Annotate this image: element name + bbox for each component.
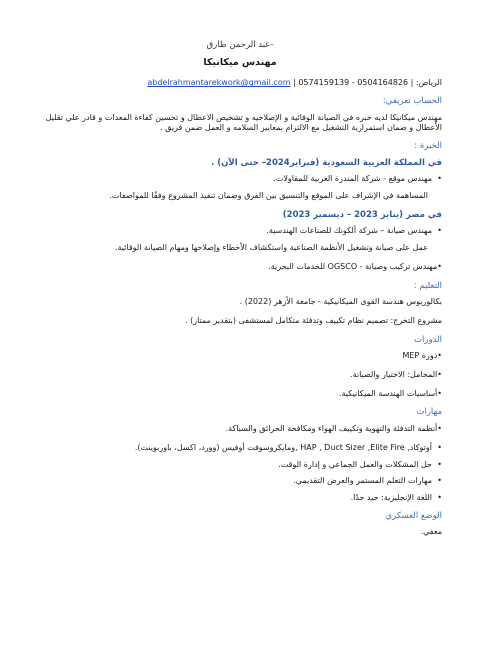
military-status: معفي. — [420, 527, 442, 537]
profile-heading: الحساب تعريفي: — [382, 96, 442, 107]
location: الرياض: | — [410, 78, 442, 88]
job-details: المساهمة في الإشراف على الموقع والتنسيق بين الفرق وضمان تنفيذ المشروع وفقًا للمواصفات. — [109, 190, 428, 200]
job-title: مهندس ميكانيكا — [203, 57, 277, 69]
bullet-icon: • — [437, 459, 442, 469]
phone-numbers: 0504164826 - 0574159139 | — [293, 78, 409, 88]
contact-line — [38, 78, 442, 89]
skill-text: أوتوكاد, HAP , Duct Sizer ,Elite Fire ,ومايكروسوفت أوفيس (وورد، اكسل، باوربوينت). — [134, 442, 432, 452]
graduation-project: مشروع التخرج: تصميم نظام تكييف وتدفئة متكامل لمستشفى (بتقدير ممتاز) . — [185, 315, 442, 325]
list-item — [38, 443, 442, 454]
education-degree: بكالوريوس هندسة القوى الميكانيكية - جامعة الأزهر (2022) . — [239, 297, 442, 306]
bullet-icon: • — [437, 476, 442, 486]
list-item — [38, 476, 442, 487]
list-item — [38, 493, 442, 504]
skills-list — [38, 443, 442, 504]
job-details: عمل على صيانة وتشغيل الأنظمة الصناعية واستكشاف الأخطاء وإصلاحها ومهام الصيانة الوقائية. — [114, 242, 428, 252]
job-role: مهندس موقع - شركة المندرة العربية للمقاولات. — [273, 174, 432, 184]
job-list-saudi — [38, 174, 442, 185]
bullet-icon: • — [437, 442, 442, 452]
skills-heading: مهارات — [416, 407, 442, 418]
job-location-saudi: في المملكة العربية السعودية (فبراير2024– حتى الآن) . — [211, 157, 442, 168]
list-item — [38, 174, 442, 185]
bullet-icon: • — [437, 493, 442, 503]
job-role: مهندس صيانة – شركة ألكونك للصناعات الهندسية. — [266, 226, 432, 236]
list-item — [38, 226, 442, 237]
skill-text: حل المشكلات والعمل الجماعي و إدارة الوقت. — [278, 459, 432, 469]
list-item: •أنظمة التدفئة والتهوية وتكييف الهواء ومكافحة الحرائق والسباكة. — [225, 423, 442, 433]
job-list-egypt — [38, 226, 442, 237]
courses-heading: الدورات — [414, 334, 442, 345]
person-name: -عبد الرحمن طارق — [206, 40, 274, 50]
job-location-egypt: في مصر (يناير 2023 – ديسمبر 2023) — [282, 209, 442, 220]
education-heading: التعليم : — [413, 280, 442, 291]
skill-text: مهارات التعلم المستمر والعرض التقديمي. — [293, 476, 432, 486]
experience-heading: الخبرة : — [414, 141, 442, 152]
bullet-icon: • — [437, 174, 442, 184]
skill-text: اللغة الإنجليزية: جيد جدًا. — [350, 493, 432, 503]
email-link[interactable]: abdelrahmantarekwork@gmail.com — [147, 78, 291, 88]
military-heading: الوضع العسكري — [385, 510, 442, 521]
bullet-icon: • — [437, 226, 442, 236]
list-item: •أساسيات الهندسة الميكانيكية. — [338, 388, 442, 398]
job-role-secondary: •مهندس تركيب وصيانة - OGSCO للخدمات البحرية. — [268, 261, 442, 271]
list-item — [38, 460, 442, 471]
profile-text: مهندس ميكانيكا لديه خبره في الصيانة الوقائية و الإصلاحيه و تشخيص الاعطال و تحسين كفاءة المعدات و قادر علي تقليل الأعطال و ضمان استمرارية التشغيل مع الالتزام بمعايير السلامه و العمل ضمن فريق . — [45, 112, 442, 133]
list-item: •المحامل: الاختيار والصيانة. — [350, 369, 442, 379]
list-item: •دورة MEP — [402, 351, 442, 361]
